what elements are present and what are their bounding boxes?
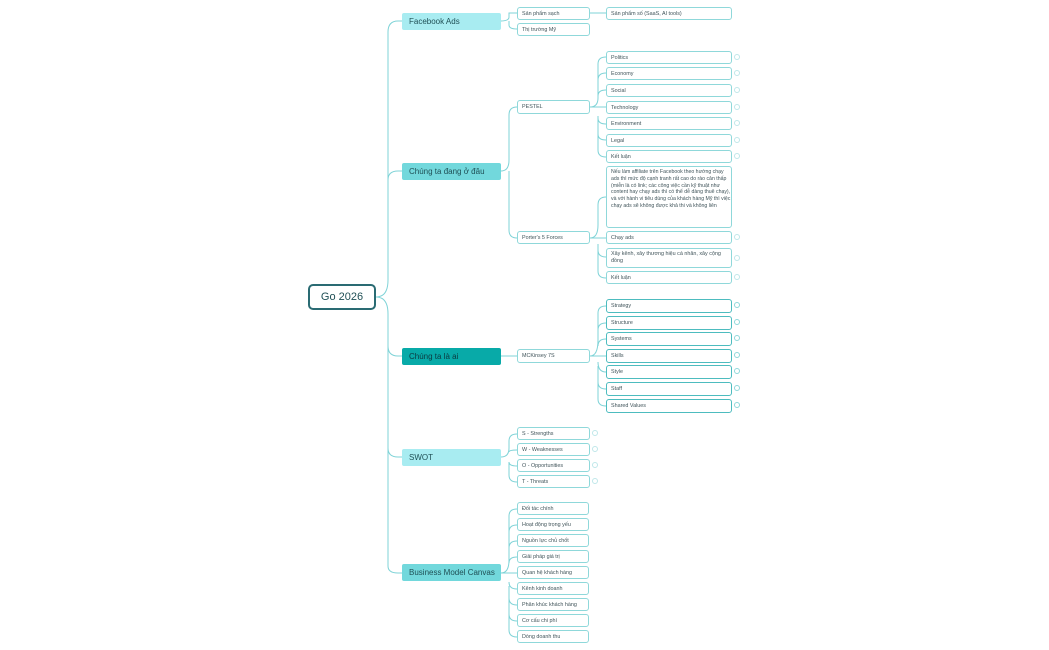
badge-icon [734, 120, 740, 126]
mckinsey-strategy[interactable]: Strategy [606, 299, 732, 313]
topic-chung-ta-dang-o-dau[interactable]: Chúng ta đang ở đâu [402, 163, 501, 180]
badge-icon [592, 446, 598, 452]
mckinsey-style[interactable]: Style [606, 365, 732, 379]
badge-icon [734, 319, 740, 325]
badge-icon [734, 352, 740, 358]
subtopic-thi-truong-my[interactable]: Thị trường Mỹ [517, 23, 590, 36]
badge-icon [734, 87, 740, 93]
mckinsey-skills[interactable]: Skills [606, 349, 732, 363]
mckinsey-structure[interactable]: Structure [606, 316, 732, 330]
subtopic-mckinsey-7s[interactable]: MCKinsey 7S [517, 349, 590, 363]
topic-swot[interactable]: SWOT [402, 449, 501, 466]
porter-xay-kenh[interactable]: Xây kênh, xây thương hiệu cá nhân, xây cộng đồng [606, 248, 732, 268]
subtopic-pestel[interactable]: PESTEL [517, 100, 590, 114]
pestel-economy[interactable]: Economy [606, 67, 732, 80]
mckinsey-staff[interactable]: Staff [606, 382, 732, 396]
pestel-legal[interactable]: Legal [606, 134, 732, 147]
badge-icon [592, 462, 598, 468]
badge-icon [734, 255, 740, 261]
badge-icon [734, 54, 740, 60]
mckinsey-shared-values[interactable]: Shared Values [606, 399, 732, 413]
porter-ket-luan[interactable]: Kết luận [606, 271, 732, 284]
subtopic-san-pham-so[interactable]: Sản phẩm số (SaaS, AI tools) [606, 7, 732, 20]
bmc-doi-tac-chinh[interactable]: Đối tác chính [517, 502, 589, 515]
root-topic[interactable]: Go 2026 [308, 284, 376, 310]
bmc-hoat-dong-trong-yeu[interactable]: Hoạt động trọng yếu [517, 518, 589, 531]
pestel-environment[interactable]: Environment [606, 117, 732, 130]
pestel-politics[interactable]: Politics [606, 51, 732, 64]
porter-chay-ads[interactable]: Chạy ads [606, 231, 732, 244]
pestel-ket-luan[interactable]: Kết luận [606, 150, 732, 163]
badge-icon [734, 335, 740, 341]
topic-facebook-ads[interactable]: Facebook Ads [402, 13, 501, 30]
badge-icon [734, 70, 740, 76]
mckinsey-systems[interactable]: Systems [606, 332, 732, 346]
subtopic-san-pham-sach[interactable]: Sản phẩm sạch [517, 7, 590, 20]
badge-icon [734, 402, 740, 408]
swot-strengths[interactable]: S - Strengths [517, 427, 590, 440]
pestel-technology[interactable]: Technology [606, 101, 732, 114]
bmc-nguon-luc-chu-chot[interactable]: Nguồn lực chủ chốt [517, 534, 589, 547]
swot-threats[interactable]: T - Threats [517, 475, 590, 488]
subtopic-porters-5-forces[interactable]: Porter's 5 Forces [517, 231, 590, 244]
pestel-social[interactable]: Social [606, 84, 732, 97]
bmc-co-cau-chi-phi[interactable]: Cơ cấu chi phí [517, 614, 589, 627]
badge-icon [592, 430, 598, 436]
bmc-kenh-kinh-doanh[interactable]: Kênh kinh doanh [517, 582, 589, 595]
porter-analysis-note[interactable]: Nếu làm affiliate trên Facebook theo hướng chạy ads thì mức độ cạnh tranh rất cao do rào cản thấp (miễn là có link; các công việc cần kỹ thuật như content hay chạy ads thì có thể dễ dàng thuê chạy), và với hành vi tiêu dùng của khách hàng Mỹ thì việc chạy ads sẽ không được khả thi và không liên [606, 166, 732, 228]
topic-business-model-canvas[interactable]: Business Model Canvas [402, 564, 501, 581]
badge-icon [592, 478, 598, 484]
badge-icon [734, 137, 740, 143]
badge-icon [734, 234, 740, 240]
swot-weaknesses[interactable]: W - Weaknesses [517, 443, 590, 456]
badge-icon [734, 153, 740, 159]
badge-icon [734, 274, 740, 280]
badge-icon [734, 385, 740, 391]
swot-opportunities[interactable]: O - Opportunities [517, 459, 590, 472]
bmc-phan-khuc-khach-hang[interactable]: Phân khúc khách hàng [517, 598, 589, 611]
badge-icon [734, 368, 740, 374]
badge-icon [734, 302, 740, 308]
bmc-quan-he-khach-hang[interactable]: Quan hệ khách hàng [517, 566, 589, 579]
bmc-giai-phap-gia-tri[interactable]: Giải pháp giá trị [517, 550, 589, 563]
topic-chung-ta-la-ai[interactable]: Chúng ta là ai [402, 348, 501, 365]
badge-icon [734, 104, 740, 110]
bmc-dong-doanh-thu[interactable]: Dòng doanh thu [517, 630, 589, 643]
